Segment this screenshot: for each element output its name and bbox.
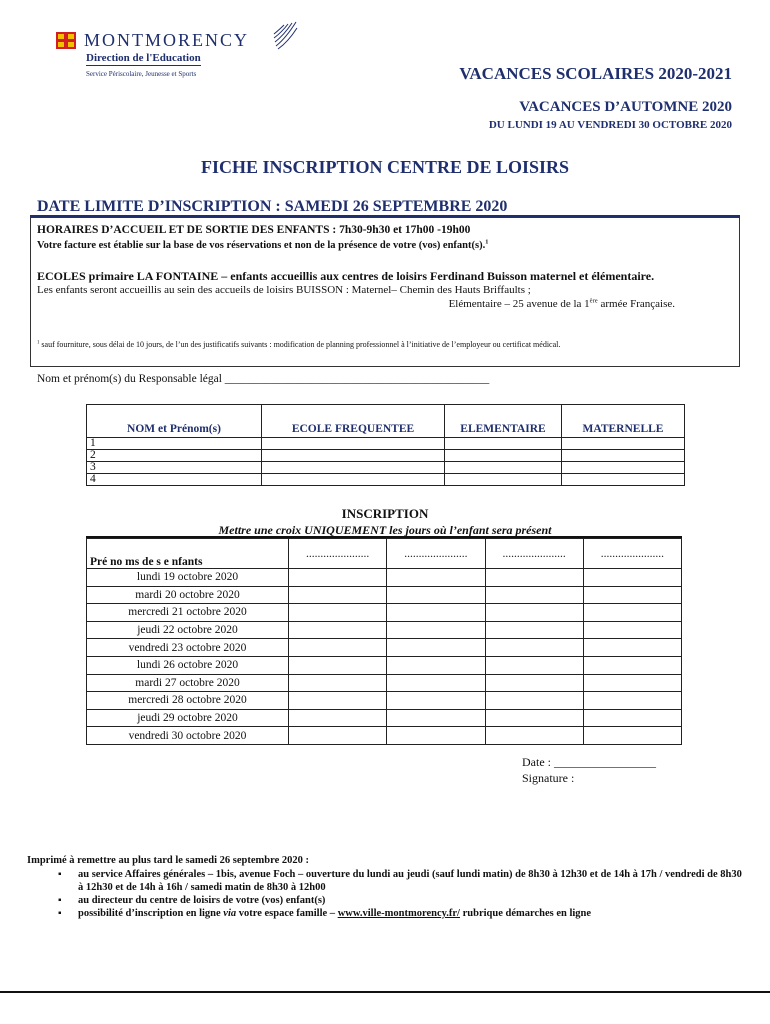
info-box bbox=[30, 217, 740, 367]
footnote bbox=[37, 340, 560, 349]
invoice-footnote-mark: 1 bbox=[485, 238, 489, 246]
attendance-checkbox-cell[interactable] bbox=[387, 586, 485, 604]
attendance-checkbox-cell[interactable] bbox=[387, 692, 485, 710]
online-text-a: possibilité d’inscription en ligne bbox=[78, 908, 224, 919]
row-number[interactable]: 2 bbox=[87, 450, 262, 462]
attendance-checkbox-cell[interactable] bbox=[583, 727, 681, 745]
holiday-dates: DU LUNDI 19 AU VENDREDI 30 OCTOBRE 2020 bbox=[488, 119, 732, 131]
attendance-checkbox-cell[interactable] bbox=[583, 639, 681, 657]
attendance-checkbox-cell[interactable] bbox=[289, 656, 387, 674]
day-label: jeudi 29 octobre 2020 bbox=[87, 709, 289, 727]
footer-item-director: ▪ au directeur du centre de loisirs de votre (vos) enfant(s) bbox=[58, 894, 748, 907]
table-row bbox=[87, 709, 682, 727]
elementary-address-b: armée Française. bbox=[597, 298, 675, 310]
cell[interactable] bbox=[562, 462, 685, 474]
col-maternal: MATERNELLE bbox=[562, 405, 685, 438]
responsible-label: Nom et prénom(s) du Responsable légal bbox=[37, 373, 222, 385]
attendance-checkbox-cell[interactable] bbox=[289, 674, 387, 692]
attendance-checkbox-cell[interactable] bbox=[289, 569, 387, 587]
day-label: mercredi 28 octobre 2020 bbox=[87, 692, 289, 710]
cell[interactable] bbox=[445, 462, 562, 474]
table-row bbox=[87, 450, 685, 462]
table-row bbox=[87, 727, 682, 745]
cell[interactable] bbox=[262, 450, 445, 462]
attendance-checkbox-cell[interactable] bbox=[289, 586, 387, 604]
bottom-divider bbox=[0, 991, 770, 993]
table-row bbox=[87, 621, 682, 639]
attendance-checkbox-cell[interactable] bbox=[583, 621, 681, 639]
responsible-field[interactable] bbox=[37, 373, 489, 385]
day-label: mardi 20 octobre 2020 bbox=[87, 586, 289, 604]
table-row bbox=[87, 438, 685, 450]
city-crest-icon bbox=[56, 32, 76, 49]
logo-service: Service Périscolaire, Jeunesse et Sports bbox=[86, 70, 197, 78]
attendance-table bbox=[86, 538, 682, 745]
footer-item-office: ▪ au service Affaires générales – 1bis, avenue Foch – ouverture du lundi au jeudi (sauf lundi matin) de 8h30 à 12h30 et de 14h à 17h / vendredi de 8h30 à 12h30 et de 14h à 16h / samedi matin de 8h30 à 12h00 bbox=[58, 868, 748, 894]
online-text-b: votre espace famille – bbox=[236, 908, 338, 919]
col-school: ECOLE FREQUENTEE bbox=[262, 405, 445, 438]
attendance-checkbox-cell[interactable] bbox=[485, 569, 583, 587]
attendance-checkbox-cell[interactable] bbox=[387, 639, 485, 657]
child-name-slot[interactable]: ...................... bbox=[289, 539, 387, 569]
logo-wing-icon bbox=[272, 20, 298, 50]
day-label: vendredi 30 octobre 2020 bbox=[87, 727, 289, 745]
logo-direction: Direction de l'Education bbox=[86, 52, 201, 64]
table-row bbox=[87, 639, 682, 657]
attendance-checkbox-cell[interactable] bbox=[485, 727, 583, 745]
cell[interactable] bbox=[262, 438, 445, 450]
table-row bbox=[87, 474, 685, 486]
centres-text: Les enfants seront accueillis au sein des accueils de loisirs BUISSON : Maternel– Chemin des Hauts Briffaults ; bbox=[37, 284, 531, 296]
attendance-checkbox-cell[interactable] bbox=[485, 621, 583, 639]
attendance-checkbox-cell[interactable] bbox=[387, 604, 485, 622]
attendance-checkbox-cell[interactable] bbox=[485, 639, 583, 657]
website-link[interactable]: www.ville-montmorency.fr/ bbox=[337, 908, 460, 919]
attendance-checkbox-cell[interactable] bbox=[289, 709, 387, 727]
child-name-slot[interactable]: ...................... bbox=[583, 539, 681, 569]
attendance-checkbox-cell[interactable] bbox=[485, 692, 583, 710]
footer-item-online bbox=[58, 907, 748, 920]
responsible-blank-line[interactable]: ______________________________________________ bbox=[224, 373, 490, 385]
attendance-checkbox-cell[interactable] bbox=[289, 639, 387, 657]
table-row bbox=[87, 586, 682, 604]
attendance-checkbox-cell[interactable] bbox=[583, 656, 681, 674]
attendance-checkbox-cell[interactable] bbox=[583, 569, 681, 587]
holiday-title: VACANCES D’AUTOMNE 2020 bbox=[519, 99, 732, 115]
day-label: mardi 27 octobre 2020 bbox=[87, 674, 289, 692]
footnote-number: 1 bbox=[37, 340, 40, 346]
attendance-checkbox-cell[interactable] bbox=[289, 727, 387, 745]
table-row bbox=[87, 462, 685, 474]
row-number[interactable]: 1 bbox=[87, 438, 262, 450]
page-title: VACANCES SCOLAIRES 2020-2021 bbox=[459, 64, 732, 83]
footnote-text: sauf fourniture, sous délai de 10 jours, de l’un des justificatifs suivants : modification de planning professionnel à l’initiative de l’employeur ou certificat médical. bbox=[39, 340, 561, 349]
day-label: lundi 26 octobre 2020 bbox=[87, 656, 289, 674]
attendance-checkbox-cell[interactable] bbox=[485, 586, 583, 604]
attendance-checkbox-cell[interactable] bbox=[485, 656, 583, 674]
attendance-checkbox-cell[interactable] bbox=[583, 586, 681, 604]
table-row bbox=[87, 674, 682, 692]
attendance-checkbox-cell[interactable] bbox=[583, 604, 681, 622]
day-label: vendredi 23 octobre 2020 bbox=[87, 639, 289, 657]
cell[interactable] bbox=[262, 474, 445, 486]
elementary-address-sup: ère bbox=[589, 297, 598, 305]
date-blank-line[interactable]: _________________ bbox=[554, 755, 656, 769]
attendance-checkbox-cell[interactable] bbox=[289, 604, 387, 622]
day-label: lundi 19 octobre 2020 bbox=[87, 569, 289, 587]
attendance-checkbox-cell[interactable] bbox=[289, 692, 387, 710]
children-table bbox=[86, 404, 685, 486]
attendance-checkbox-cell[interactable] bbox=[485, 674, 583, 692]
attendance-header bbox=[87, 539, 682, 569]
attendance-checkbox-cell[interactable] bbox=[583, 709, 681, 727]
date-label: Date : bbox=[522, 755, 554, 769]
cell[interactable] bbox=[262, 462, 445, 474]
day-label: mercredi 21 octobre 2020 bbox=[87, 604, 289, 622]
attendance-checkbox-cell[interactable] bbox=[387, 709, 485, 727]
elementary-address-a: Elémentaire – 25 avenue de la 1 bbox=[448, 298, 590, 310]
row-number[interactable]: 3 bbox=[87, 462, 262, 474]
logo-city-name: MONTMORENCY bbox=[84, 30, 250, 50]
attendance-checkbox-cell[interactable] bbox=[387, 656, 485, 674]
children-table-header bbox=[87, 405, 685, 438]
table-row bbox=[87, 604, 682, 622]
form-title: FICHE INSCRIPTION CENTRE DE LOISIRS bbox=[200, 157, 570, 177]
child-name-slot[interactable]: ...................... bbox=[387, 539, 485, 569]
online-text-via: via bbox=[223, 908, 237, 919]
attendance-checkbox-cell[interactable] bbox=[387, 674, 485, 692]
attendance-checkbox-cell[interactable] bbox=[387, 727, 485, 745]
invoice-text bbox=[37, 240, 488, 251]
cell[interactable] bbox=[562, 438, 685, 450]
invoice-text-body: Votre facture est établie sur la base de vos réservations et non de la présence de votre (vos) enfant(s). bbox=[37, 240, 486, 251]
cell[interactable] bbox=[562, 450, 685, 462]
children-names-header: Pré no ms de s e nfants bbox=[87, 539, 289, 569]
date-field[interactable] bbox=[522, 755, 656, 770]
online-text-c: rubrique démarches en ligne bbox=[459, 908, 592, 919]
cell[interactable] bbox=[562, 474, 685, 486]
footer-intro: Imprimé à remettre au plus tard le samedi 26 septembre 2020 : bbox=[27, 855, 309, 866]
cell[interactable] bbox=[445, 474, 562, 486]
hours-text: HORAIRES D’ACCUEIL ET DE SORTIE DES ENFANTS : 7h30-9h30 et 17h00 -19h00 bbox=[37, 224, 471, 236]
footer-list bbox=[58, 868, 748, 920]
table-row bbox=[87, 569, 682, 587]
col-elementary: ELEMENTAIRE bbox=[445, 405, 562, 438]
attendance-checkbox-cell[interactable] bbox=[387, 569, 485, 587]
cell[interactable] bbox=[445, 450, 562, 462]
table-row bbox=[87, 692, 682, 710]
attendance-checkbox-cell[interactable] bbox=[289, 621, 387, 639]
attendance-checkbox-cell[interactable] bbox=[583, 674, 681, 692]
cell[interactable] bbox=[445, 438, 562, 450]
row-number[interactable]: 4 bbox=[87, 474, 262, 486]
deadline-heading: DATE LIMITE D’INSCRIPTION : SAMEDI 26 SEPTEMBRE 2020 bbox=[37, 198, 508, 215]
attendance-checkbox-cell[interactable] bbox=[485, 604, 583, 622]
signature-label[interactable]: Signature : bbox=[522, 771, 575, 785]
day-label: jeudi 22 octobre 2020 bbox=[87, 621, 289, 639]
col-name: NOM et Prénom(s) bbox=[87, 405, 262, 438]
elementary-address bbox=[449, 298, 675, 310]
attendance-checkbox-cell[interactable] bbox=[583, 692, 681, 710]
table-row bbox=[87, 656, 682, 674]
inscription-title: INSCRIPTION bbox=[341, 506, 429, 521]
schools-text: ECOLES primaire LA FONTAINE – enfants accueillis aux centres de loisirs Ferdinand Buisson maternel et élémentaire. bbox=[37, 269, 655, 283]
attendance-checkbox-cell[interactable] bbox=[387, 621, 485, 639]
attendance-checkbox-cell[interactable] bbox=[485, 709, 583, 727]
inscription-instructions: Mettre une croix UNIQUEMENT les jours où l’enfant sera présent bbox=[218, 523, 552, 537]
child-name-slot[interactable]: ...................... bbox=[485, 539, 583, 569]
